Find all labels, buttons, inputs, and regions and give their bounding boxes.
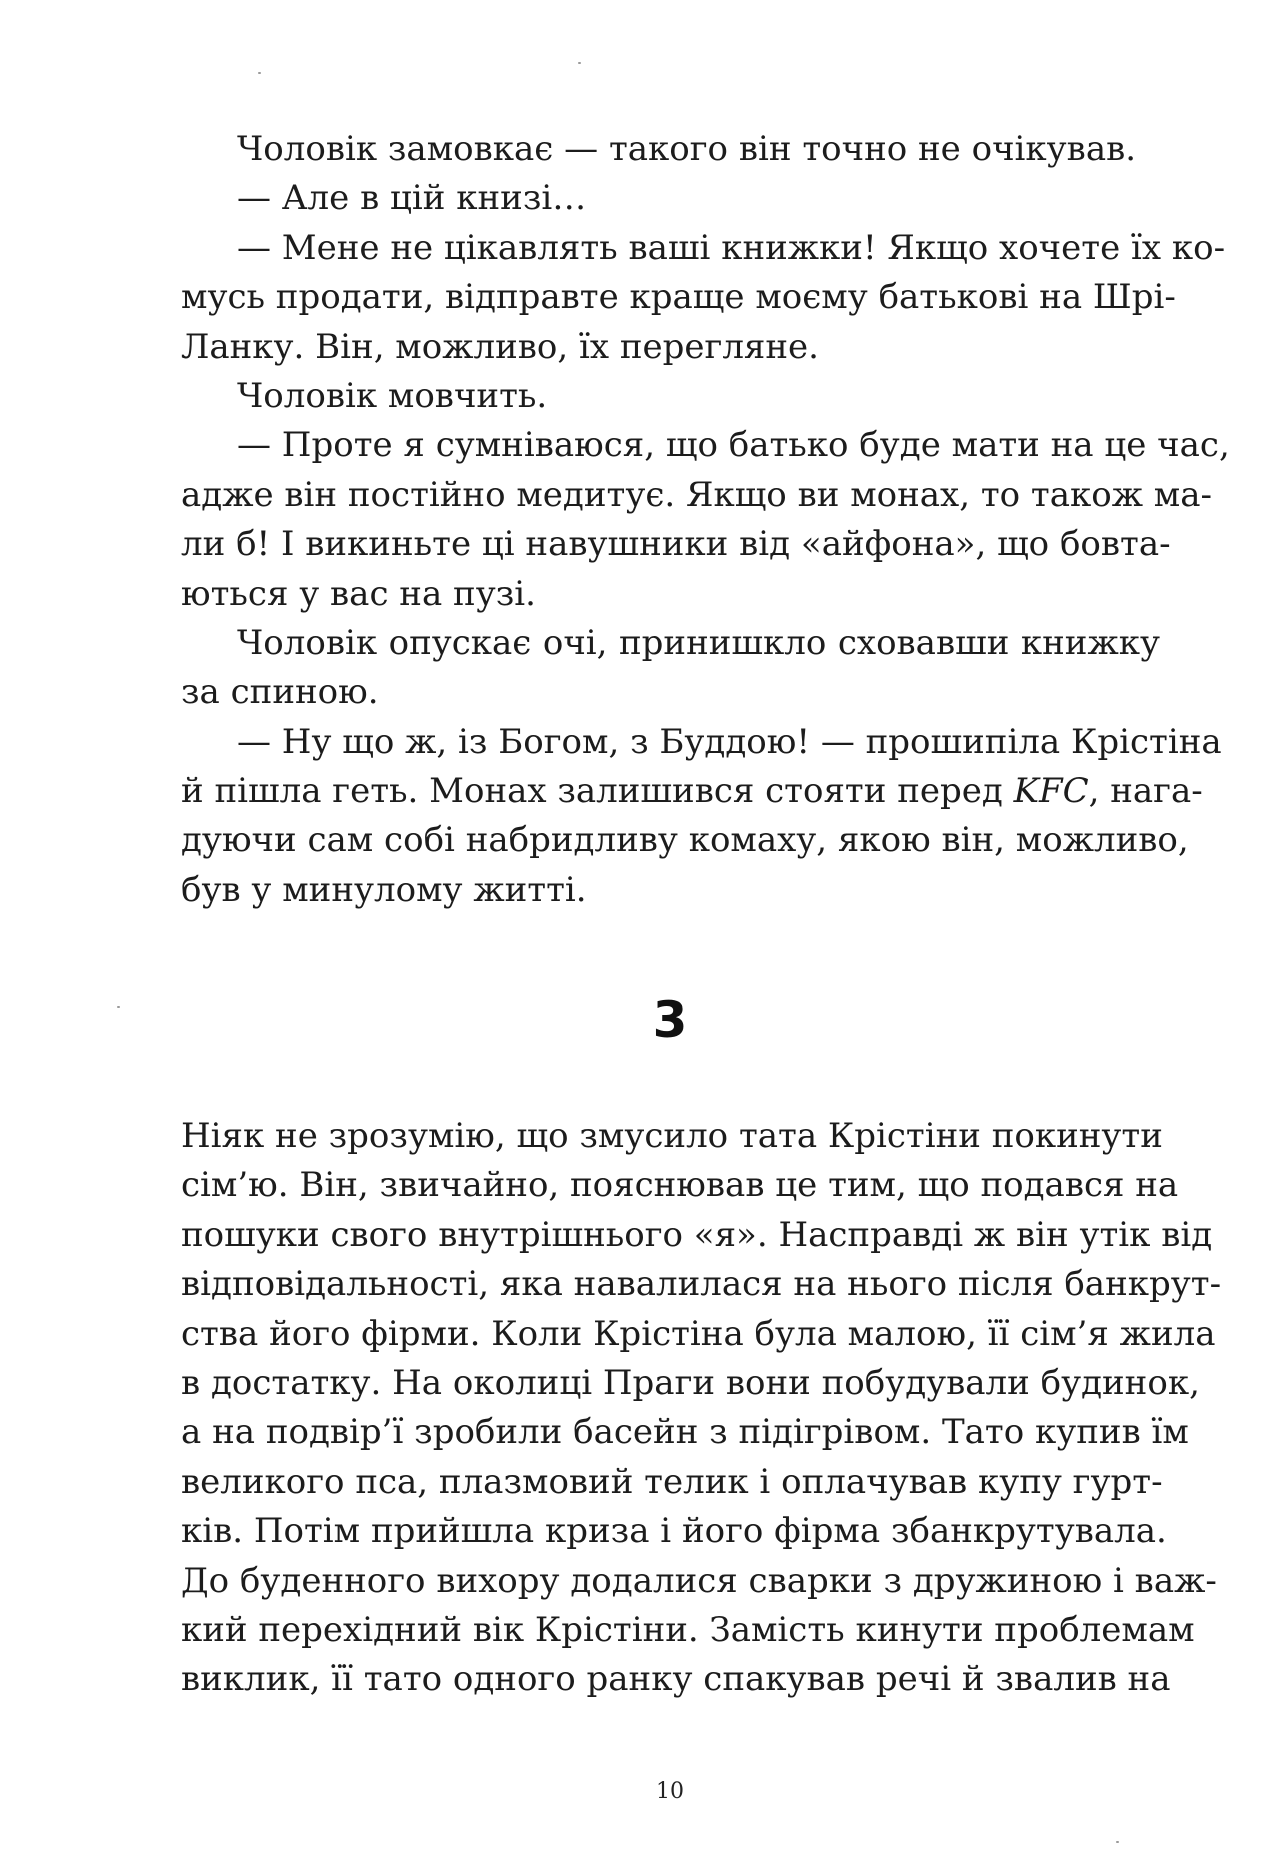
- kfc-italic: KFC: [1013, 771, 1089, 812]
- text-line: кий перехідний вік Крістіни. Замість кинути проблемам: [181, 1609, 1195, 1650]
- text-line: До буденного вихору додалися сварки з дружиною і важ-: [181, 1560, 1217, 1601]
- text-line: — Але в цій книзі…: [237, 178, 587, 219]
- text-line: ли б! І викиньте ці навушники від «айфона», що бовта-: [181, 524, 1171, 565]
- lower-text-block: [181, 1112, 1222, 1705]
- text-line: — Мене не цікавлять ваші книжки! Якщо хочете їх ко-: [237, 227, 1226, 268]
- text-line: [181, 767, 1203, 816]
- chapter-number: 3: [652, 991, 688, 1049]
- text-line: мусь продати, відправте краще моєму батькові на Шрі-: [181, 277, 1176, 318]
- text-fragment: й пішла геть. Монах залишився стояти перед: [181, 771, 1014, 812]
- text-line: ства його фірми. Коли Крістіна була малою, її сім’я жила: [181, 1313, 1216, 1354]
- scan-speck: [258, 72, 261, 74]
- text-line: Ланку. Він, можливо, їх перегляне.: [181, 326, 819, 367]
- scan-speck: [1116, 1841, 1119, 1843]
- scan-speck: [117, 1006, 120, 1008]
- text-line: в достатку. На околиці Праги вони побудували будинок,: [181, 1362, 1200, 1403]
- text-line: виклик, її тато одного ранку спакував речі й звалив на: [181, 1659, 1171, 1700]
- text-line: за спиною.: [181, 672, 379, 713]
- text-line: Ніяк не зрозумію, що змусило тата Крістіни покинути: [181, 1116, 1163, 1156]
- text-line: ються у вас на пузі.: [181, 573, 536, 614]
- text-line: ків. Потім прийшла криза і його фірма збанкрутувала.: [181, 1511, 1167, 1552]
- text-fragment: , нага-: [1088, 771, 1203, 812]
- text-line: а на подвір’ї зробили басейн з підігрівом. Тато купив їм: [181, 1412, 1189, 1453]
- text-line: Чоловік опускає очі, принишкло сховавши книжку: [237, 622, 1160, 663]
- text-line: великого пса, плазмовий телик і оплачував купу гурт-: [181, 1461, 1163, 1502]
- upper-text-block: [181, 125, 1230, 915]
- text-line: сім’ю. Він, звичайно, пояснював це тим, що подався на: [181, 1165, 1179, 1206]
- text-line: був у минулому житті.: [181, 869, 587, 910]
- text-line: пошуки свого внутрішнього «я». Насправді ж він утік від: [181, 1214, 1213, 1255]
- text-line: відповідальності, яка навалилася на нього після банкрут-: [181, 1264, 1222, 1305]
- text-line: — Ну що ж, із Богом, з Буддою! — прошипіла Крістіна: [237, 721, 1222, 762]
- page-number: 10: [656, 1779, 684, 1804]
- text-line: Чоловік мовчить.: [237, 375, 548, 416]
- text-line: адже він постійно медитує. Якщо ви монах, то також ма-: [181, 474, 1213, 515]
- text-line: — Проте я сумніваюся, що батько буде мати на це час,: [237, 425, 1230, 466]
- scan-speck: [578, 62, 581, 64]
- text-line: дуючи сам собі набридливу комаху, якою він, можливо,: [181, 820, 1189, 861]
- text-line: Чоловік замовкає — такого він точно не очікував.: [237, 129, 1137, 169]
